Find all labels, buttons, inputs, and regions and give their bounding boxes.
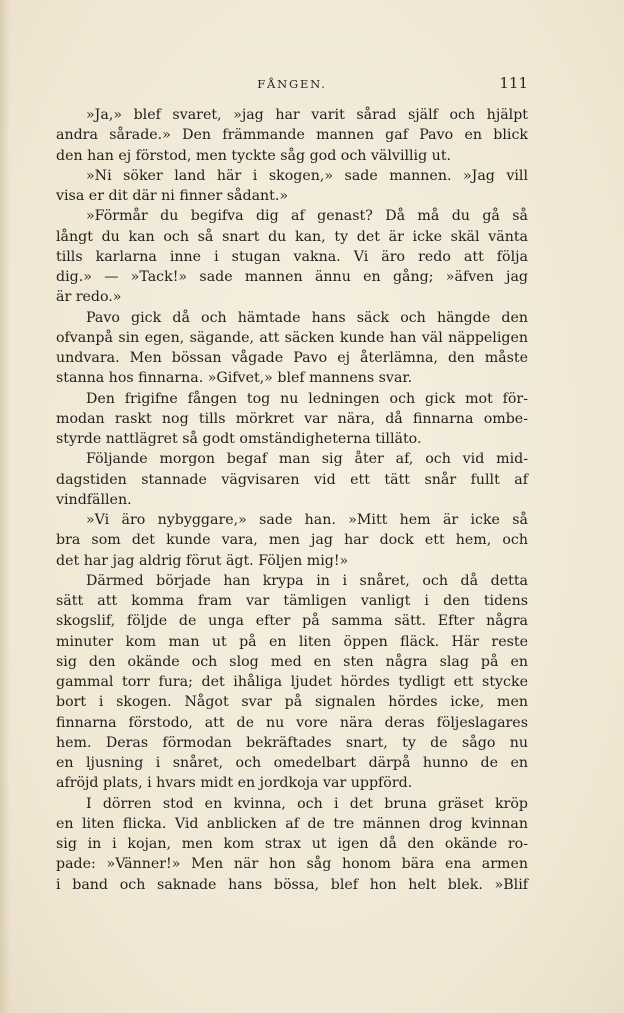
text-line: Följande morgon begaf man sig åter af, och vid mid-	[86, 451, 528, 468]
text-line: minuter kom man ut på en liten öppen fläck. Här reste	[56, 633, 528, 650]
text-line: ofvanpå sin egen, sägande, att säcken kunde han väl näppeligen	[56, 329, 528, 346]
running-title: FÅNGEN.	[257, 77, 327, 91]
text-line: en ljusning i snåret, och omedelbart därpå hunno de en	[56, 755, 528, 771]
text-line: sig den okände och slog med en sten några slag på en	[56, 653, 528, 670]
text-line: pade: »Vänner!» Men när hon såg honom bära ena armen	[56, 856, 528, 873]
text-line: visa er dit där ni finner sådant.»	[56, 188, 289, 204]
text-line: andra sårade.» Den främmande mannen gaf Pavo en blick	[56, 127, 528, 144]
text-line: bra som det kunde vara, men jag har dock ett hem, och	[56, 532, 528, 549]
text-line: hem. Deras förmodan bekräftades snart, ty de sågo nu	[56, 734, 528, 751]
text-line: styrde nattlägret så godt omständigheterna tilläto.	[56, 431, 422, 447]
text-line: skogslif, följde de unga efter på samma sätt. Efter några	[56, 613, 528, 630]
text-line: I dörren stod en kvinna, och i det bruna gräset kröp	[86, 795, 528, 812]
text-line: finnarna förstodo, att de nu vore nära deras följeslagares	[56, 714, 528, 731]
text-line: i band och saknade hans bössa, blef hon helt blek. »Blif	[56, 876, 528, 893]
text-line: »Ja,» blef svaret, »jag har varit sårad själf och hjälpt	[86, 107, 528, 123]
text-line: dig.» — »Tack!» sade mannen ännu en gång; »äfven jag	[56, 269, 528, 285]
page-spine-shadow	[0, 0, 10, 1013]
text-line: Därmed började han krypa in i snåret, och då detta	[86, 572, 528, 589]
text-line: modan raskt nog tills mörkret var nära, då finnarna ombe-	[56, 410, 528, 427]
text-line: sätt att komma fram var tämligen vanligt i den tidens	[56, 593, 528, 609]
text-line: Pavo gick då och hämtade hans säck och hängde den	[86, 309, 528, 326]
body-text	[56, 105, 528, 895]
text-line: afröjd plats, i hvars midt en jordkoja var uppförd.	[56, 775, 413, 792]
text-line: »Förmår du begifva dig af genast? Då må du gå så	[86, 208, 528, 225]
text-line: sig in i kojan, men kom strax ut igen då den okände ro-	[56, 836, 528, 852]
text-line: är redo.»	[56, 289, 122, 306]
text-line: vindfällen.	[56, 491, 132, 508]
text-line: »Vi äro nybyggare,» sade han. »Mitt hem är icke så	[86, 512, 528, 528]
text-line: långt du kan och så snart du kan, ty det är icke skäl vänta	[56, 228, 528, 245]
text-line: bort i skogen. Något svar på signalen hördes icke, men	[56, 694, 528, 711]
page-number: 111	[499, 74, 528, 92]
text-line: det har jag aldrig förut ägt. Följen mig!»	[56, 552, 349, 569]
text-line: undvara. Men bössan vågade Pavo ej återlämna, den måste	[56, 350, 528, 366]
page-header	[56, 74, 528, 96]
text-line: stanna hos finnarna. »Gifvet,» blef mannens svar.	[56, 370, 413, 387]
text-line: Den frigifne fången tog nu ledningen och gick mot för-	[86, 390, 528, 407]
text-line: gammal torr fura; det ihåliga ljudet hördes tydligt ett stycke	[56, 674, 528, 690]
text-line: dagstiden stannade vägvisaren vid ett tätt snår fullt af	[56, 471, 528, 488]
text-line: tills karlarna inne i stugan vakna. Vi äro redo att följa	[56, 248, 528, 265]
text-line: en liten flicka. Vid anblicken af de tre männen drog kvinnan	[56, 815, 528, 832]
text-line: »Ni söker land här i skogen,» sade mannen. »Jag vill	[86, 167, 528, 184]
text-line: den han ej förstod, men tyckte såg god och välvillig ut.	[56, 147, 452, 164]
